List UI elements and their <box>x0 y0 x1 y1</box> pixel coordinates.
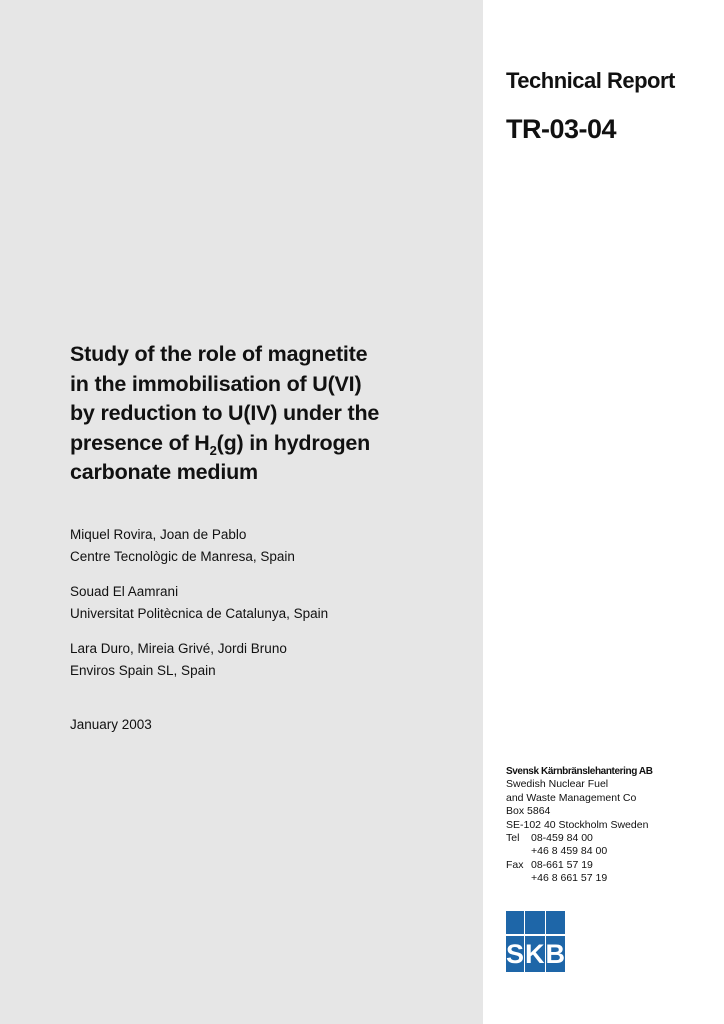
skb-logo <box>506 911 566 972</box>
publication-date: January 2003 <box>70 717 152 732</box>
author-names: Miquel Rovira, Joan de Pablo <box>70 527 247 542</box>
fax-number: 08-661 57 19 <box>531 858 593 871</box>
fax-number-intl: +46 8 661 57 19 <box>531 872 608 885</box>
author-names: Lara Duro, Mireia Grivé, Jordi Bruno <box>70 641 287 656</box>
publisher-info <box>506 765 653 886</box>
tel-label: Tel <box>506 832 520 845</box>
title-line: in the immobilisation of U(VI) <box>70 371 362 396</box>
tel-row-intl <box>506 845 653 858</box>
title-line: Study of the role of magnetite <box>70 342 368 366</box>
fax-row-intl <box>506 872 653 885</box>
tel-row <box>506 832 653 845</box>
author-affiliation: Centre Tecnològic de Manresa, Spain <box>70 549 295 564</box>
title-line: by reduction to U(IV) under the <box>70 401 380 425</box>
publisher-line: Box 5864 <box>506 805 551 818</box>
tel-number: 08-459 84 00 <box>531 832 593 845</box>
document-title <box>70 340 470 488</box>
logo-column <box>506 911 524 972</box>
publisher-line: and Waste Management Co <box>506 791 637 804</box>
authors-list <box>70 524 328 695</box>
author-group <box>70 524 328 568</box>
logo-letter: K <box>525 938 545 969</box>
title-subscript: 2 <box>209 442 217 458</box>
logo-letter: S <box>506 938 525 969</box>
title-line-suffix: (g) in hydrogen <box>216 430 371 455</box>
publisher-line: SE-102 40 Stockholm Sweden <box>506 818 649 831</box>
tel-number-intl: +46 8 459 84 00 <box>531 845 608 858</box>
author-group <box>70 581 328 625</box>
report-number: TR-03-04 <box>506 114 617 144</box>
logo-letter: B <box>545 938 566 969</box>
author-affiliation: Universitat Politècnica de Catalunya, Spain <box>70 606 329 621</box>
title-line: carbonate medium <box>70 460 258 484</box>
publisher-line: Swedish Nuclear Fuel <box>506 778 609 791</box>
logo-column <box>525 911 545 972</box>
publisher-name: Svensk Kärnbränslehantering AB <box>506 766 653 777</box>
fax-label: Fax <box>506 858 524 871</box>
report-type: Technical Report <box>506 68 675 93</box>
author-affiliation: Enviros Spain SL, Spain <box>70 663 216 678</box>
logo-column <box>546 911 566 972</box>
title-line-prefix: presence of H <box>70 430 210 455</box>
author-group <box>70 638 328 682</box>
author-names: Souad El Aamrani <box>70 584 179 599</box>
title-line <box>70 429 470 459</box>
fax-row <box>506 859 653 872</box>
